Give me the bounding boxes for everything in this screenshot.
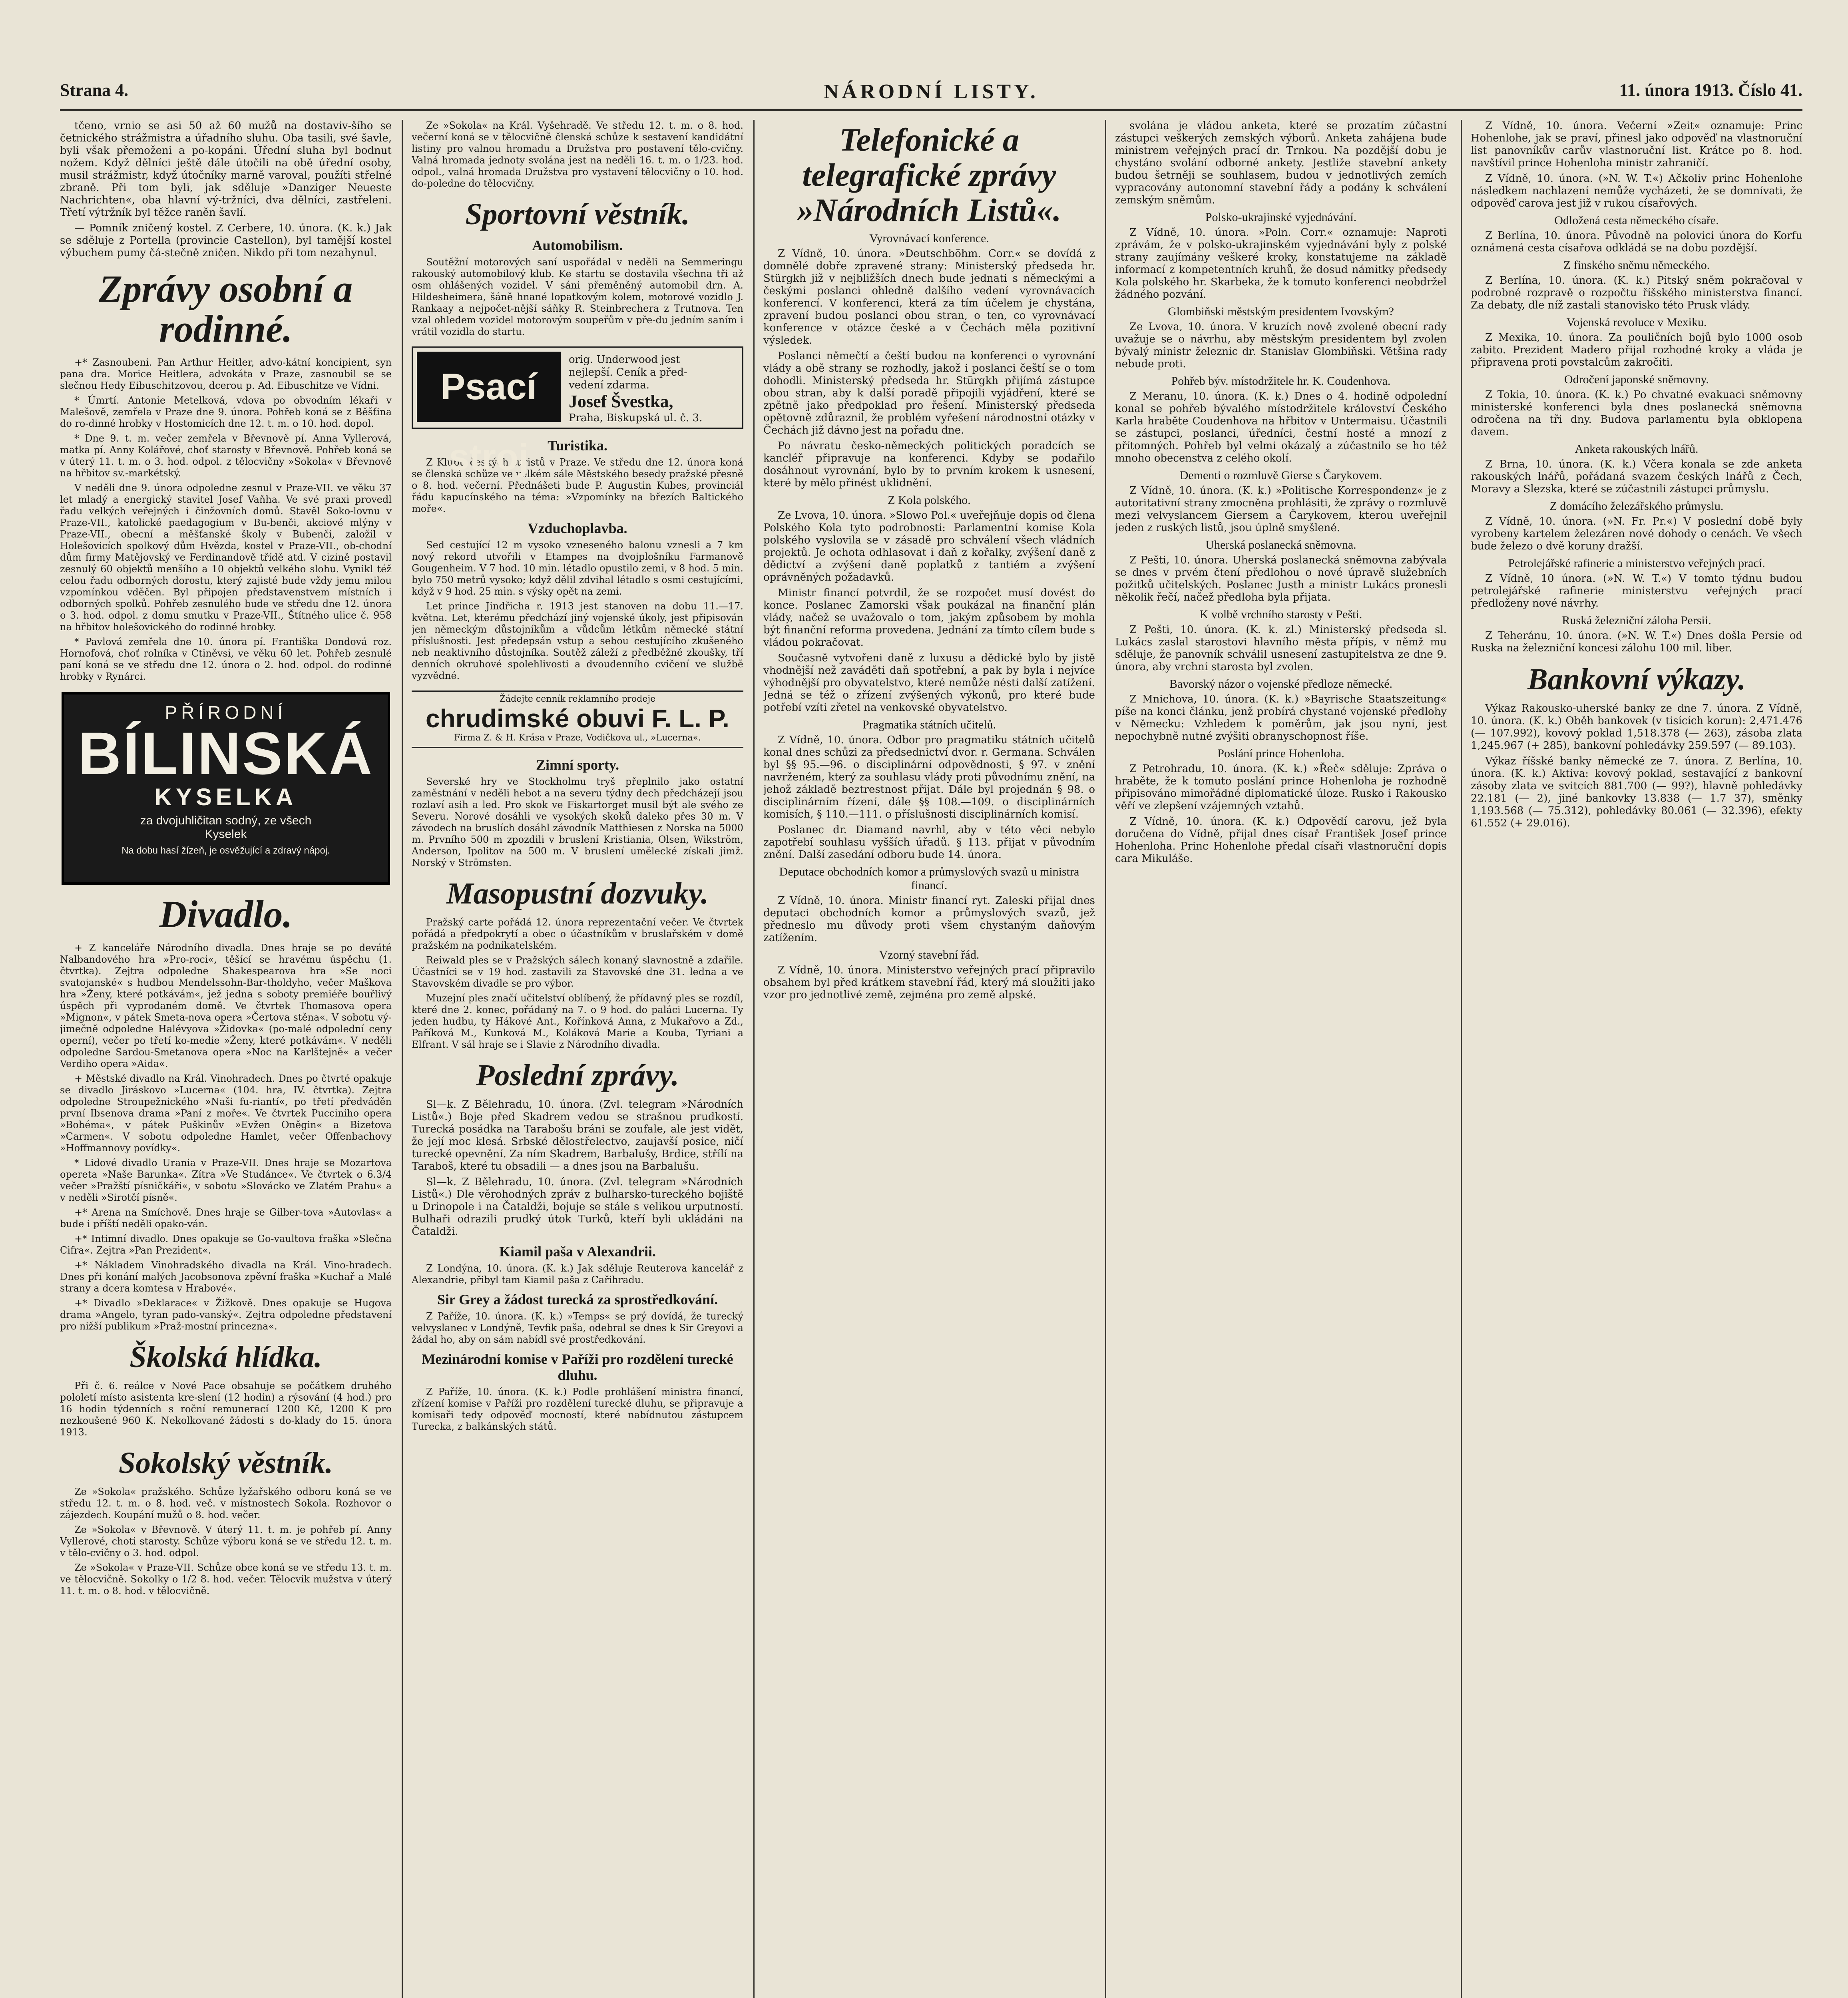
article-text: Současně vytvořeni daně z luxusu a dědické bylo by jistě vhodnější než zaváděti daň spotřební, a pak by byla i nejvíce výhodnější pro obyvatelstvo, které nemůže nésti další zatížení. Jedná se též o zřízení zvýšených výkonů, pro které bude potřebí vzíti zřetel na venkovské obyvatelstvo. bbox=[763, 652, 1095, 714]
ad-firm: Josef Švestka, bbox=[569, 392, 673, 411]
section-heading-personal: Zprávy osobní a rodinné. bbox=[99, 267, 353, 350]
subheading: Turistika. bbox=[548, 438, 607, 454]
article-text: Výkaz Rakousko-uherské banky ze dne 7. února. Z Vídně, 10. února. (K. k.) Oběh bankovek (v tisících korun): 2,471.476 (— 107.992), kovový poklad 1,518.378 (— 263), zásoba zlata 1,245.967 (+ 285), bankovní pohledávky 259.597 (— 89.103). bbox=[1471, 702, 1802, 752]
article-text: Po návratu česko-německých politických poradcích se kancléř připravuje na konferenci. Kdyby se podařilo dosáhnout vyrovnání, bylo by to prvním krokem k usnesení, které by mělo přinést uklidnění. bbox=[763, 440, 1095, 489]
column-2 bbox=[412, 120, 743, 1998]
column-divider bbox=[402, 120, 403, 1998]
subheading: Dementi o rozmluvě Gierse s Čarykovem. bbox=[1179, 469, 1382, 482]
subheading: Bavorský názor o vojenské předloze německé. bbox=[1169, 677, 1393, 691]
article-text: + Z kanceláře Národního divadla. Dnes hraje se po deváté Nalbandového hra »Pro-roci«, těšící se hravému úspěchu (1. čtvrtka). Zejtra odpoledne Shakespearova hra »Se noci svatojanské« s hudbou Mendelssohn-Bar-tholdyho, večer Maškova hra »Ženy, které potkávám«, jež jedna s soboty premiéře bouřlivý úspěch při vyprodaném domě. Ve čtvrtek Thomasova opera »Mignon«, v pátek Smeta-nova opera »Čertova stěna«. V sobotu vý-jimečně odpoledne Halévyova »Židovka« (po-malé odpolední ceny operní), večer po třetí ko-medie »Ženy, které potkávám«. V neděli odpoledne Sardou-Smetanova opera »Noc na Karlštejně« a večer Verdiho opera »Aida«. bbox=[60, 942, 392, 1069]
subheading: Pragmatika státních učitelů. bbox=[862, 718, 996, 731]
page-number: Strana 4. bbox=[60, 80, 129, 100]
ad-text: za dvojuhličitan sodný, ze všech bbox=[140, 814, 312, 827]
subheading: Anketa rakouských lnářů. bbox=[1575, 442, 1699, 456]
subheading: Pohřeb býv. místodržitele hr. K. Coudenhova. bbox=[1171, 374, 1391, 388]
subheading: Zimní sporty. bbox=[536, 757, 619, 773]
ad-brand: BÍLINSKÁ bbox=[78, 720, 374, 787]
article-text: Ze »Sokola« v Praze-VII. Schůze obce koná se ve středu 13. t. m. ve tělocvičně. Sokolky o 1/2 8. hod. večer. Tělocvik mužstva v úterý 11. t. m. o 8. hod. v tělocvičně. bbox=[60, 1562, 392, 1596]
ad-brand: Psací stroj bbox=[417, 352, 561, 422]
article-text: Sl—k. Z Bělehradu, 10. února. (Zvl. telegram »Národních Listů«.) Dle věrohodných zpráv z bulharsko-tureckého bojiště u Drinopole i na Čataldži, bojuje se stále s velikou urputností. Bulhaři odrazili prudký útok Turků, kteří byli ukládáni na Čataldži. bbox=[412, 1176, 743, 1238]
article-text: Z Vídně, 10. února. Ministerstvo veřejných prací připravilo obsahem byl před krátkem stavební řád, který má sloužiti jako vzor pro jednotlivé země, zejména pro země alpské. bbox=[763, 964, 1095, 1001]
column-4 bbox=[1115, 120, 1447, 1998]
article-text: tčeno, vrnio se asi 50 až 60 mužů na dostaviv-šího se četnického strážmistra a úřadního sluhu. Oba tasili, své šavle, byli však přemoženi a po-kopáni. Úřední sluha byl bodnut nožem. Když dělníci ještě dále útočili na obě úřední osoby, musil strážmistr, když útočníky marně varoval, použíti střelné zbraně. Při tom byli, jak sděluje »Danziger Neueste Nachrichten«, oba hlavní vý-tržníci, dva dělníci, zastřeleni. Třetí výtržník byl těžce raněn šavlí. bbox=[60, 120, 392, 219]
newspaper-columns bbox=[60, 120, 1810, 1998]
article-text: Poslanec dr. Diamand navrhl, aby v této věci nebylo zapotřebí souhlasu vyšších úřadů. § 113. přijat v původním znění. Další zasedání odboru bude 14. února. bbox=[763, 824, 1095, 861]
ad-text: nejlepší. Ceník a před- bbox=[569, 366, 687, 378]
article-text: Ze Lvova, 10. února. V kruzích nově zvolené obecní rady uvažuje se o návrhu, aby městským presidentem byl zvolen bývalý ministr železnic dr. Stanislav Glombiňski. Většina rady nebude proti. bbox=[1115, 321, 1447, 370]
article-text: Severské hry ve Stockholmu tryš přeplnilo jako ostatní zaměstnání v neděli hebot a na severu týdny dech předcházejí jsou rozlaví asih a led. Pro skok ve Fiskartorget musil být ale svého ze Severu. Norové dosáhli ve vysokých skoků daleko přes 30 m. V závodech na bruslích dosáhl závodník Matthiesen z Norska na 5000 m. Prvního 500 m zpozdili v bruslení Kristiania, Olsen, Wikström, Anderson, Ipolitov na 500 m. V bruslení umělecké získali jimž. Norský v Strömsten. bbox=[412, 776, 743, 868]
subheading: Ruská železniční záloha Persii. bbox=[1562, 614, 1711, 627]
column-3 bbox=[763, 120, 1095, 1998]
subheading: Uherská poslanecká sněmovna. bbox=[1205, 538, 1356, 551]
ad-text: PŘÍRODNÍ bbox=[165, 702, 287, 723]
article-text: Ministr financí potvrdil, že se rozpočet musí dovést do konce. Poslanec Zamorski však poukázal na finanční plán vlády, načež se uvažovalo o tom, jakým způsobem by mohla být finanční reforma provedena. Jednání za tímto cílem bude s vládou pokračovat. bbox=[763, 587, 1095, 649]
subheading: Poslání prince Hohenloha. bbox=[1217, 747, 1344, 760]
section-heading-sport: Sportovní věstník. bbox=[465, 197, 690, 231]
column-1 bbox=[60, 120, 392, 1998]
subheading: K volbě vrchního starosty v Pešti. bbox=[1199, 608, 1362, 621]
article-text: Z Vídně, 10. února. Odbor pro pragmatiku státních učitelů konal dnes schůzi za předsednictví dvor. r. Germana. Schválen byl §§ 95.—96. o disciplinární odpovědnosti, § 97. v znění navrženém, který za souhlasu vlády proti původnímu znění, na jehož základě beztrestnost přijat. Dále byl projednán § 98. o disciplinárním řízení, dále §§ 108.—109. o disciplinárních komisích, § 110.—111. o příslušnosti disciplinárních komisí. bbox=[763, 734, 1095, 820]
article-text: +* Nákladem Vinohradského divadla na Král. Vino-hradech. Dnes při konání malých Jacobsonova zpěvní fraška »Kuchař a Malé strany a dcera komtesa v Hrabové«. bbox=[60, 1260, 392, 1294]
section-heading-carnival: Masopustní dozvuky. bbox=[446, 877, 709, 910]
article-text: Ze »Sokola« v Břevnově. V úterý 11. t. m. je pohřeb pí. Anny Vyllerové, choti starosty. Schůze výboru koná se ve středu 12. t. m. v tělo-cvičny o 3. hod. odpol. bbox=[60, 1524, 392, 1558]
article-text: V neděli dne 9. února odpoledne zesnul v Praze-VII. ve věku 37 let mladý a energický stavitel Josef Vaňha. Ve své praxi provedl řadu velkých veřejných i činžovních domů. Stavěl Soko-lovnu v Praze-VII., katolické paedagogium v Bu-benči, akciové mlýny v Praze-VII., obecní a měšťanské školy v Bubenči, založil v Holešovicích spolkový dům Hvězda, kostel v Praze-VII., ob-chodní dům firmy Matějovský ve Ferdinandově třídě atd. V cizině postavil zesnulý 60 objektů menšího a 10 objektů velkého slohu. Vynikl též celou řadu odborných dorostu, který zajisté bude vždy jemu milou vzpomínkou vděčen. Byl připojen představenstvem místních i odborných spolků. Pohřeb zesnulého bude ve středu dne 12. února o 3. hod. odpol. z domu smutku v Praze-VII., Štítného ulice č. 958 na hřbitov holešovického do rodinné hrobky. bbox=[60, 482, 392, 633]
section-heading-telegraph: Telefonické a telegrafické zprávy »Národních Listů«. bbox=[797, 121, 1061, 228]
article-text: Soutěžní motorových saní uspořádal v neděli na Semmeringu rakouský automobilový klub. Ke startu se dostavila všechna tři až osm ohlášených vozidel. V sáni přeměněný automobil drn. A. Hildesheimera, šáně hnané lopatkovým kolem, motorové vozidlo J. Rankaay a nejpočet-nější sáňky R. Steinbrechera z Trutnova. Ten vzal ohledem vozidel motorovým soupeřům v pře-du jedním saním i vrátil vozidla do startu. bbox=[412, 257, 743, 337]
ad-text: vedení zdarma. bbox=[569, 379, 650, 391]
article-text: Z Berlína, 10. února. Původně na polovici února do Korfu oznámená cesta císařova odkládá se na dobu pozdější. bbox=[1471, 230, 1802, 254]
article-text: * Dne 9. t. m. večer zemřela v Břevnově pí. Anna Vyllerová, matka pí. Anny Kolářové, choť starosty v Břevnově. Pohřeb koná se v úterý 11. t. m. o 3. hod. odpol. z tělocvičny »Sokola« v Břevnově na hřbitov sv.-markétský. bbox=[60, 433, 392, 479]
subheading: Z Kola polského. bbox=[888, 494, 971, 507]
ad-brand: chrudimské obuvi F. L. P. bbox=[426, 704, 729, 733]
article-text: Z Vídně, 10. února. (K. k.) »Politische Korrespondenz« je z autoritativní strany zmocněna prohlásiti, že zprávy o rozmluvě mezi velvyslancem Giersem a Čarykovem, kterou uveřejnil jeden z ruských listů, jsou úplně smyšlené. bbox=[1115, 485, 1447, 534]
article-text: Ze »Sokola« pražského. Schůze lyžařského odboru koná se ve středu 12. t. m. o 8. hod. več. v místnostech Sokola. Rozhovor o zájezdech. Koupání mužů o 8. hod. večer. bbox=[60, 1486, 392, 1520]
section-heading-sokol: Sokolský věstník. bbox=[118, 1446, 333, 1480]
ad-address: Praha, Biskupská ul. č. 3. bbox=[569, 412, 703, 424]
article-text: Z Vídně, 10. února. »Deutschböhm. Corr.« se dovídá z domnělé dobře zpravené strany: Ministerský předseda hr. Stürgkh již v nejbližších dnech bude jednati s německými a českými poslanci ohledně dalšího vedení vyrovnávacích konferencí. V konferenci, která za tím účelem je chystána, zpravení budou poslanci obou stran, o ten, co vyrovnávací konference v otázce české a v Čechách měla pozitivní výsledek. bbox=[763, 248, 1095, 346]
article-text: Výkaz říšské banky německé ze 7. února. Z Berlína, 10. února. (K. k.) Aktiva: kovový poklad, sestavající z bankovní zásoby zlata ve svitcích 881.700 (— 99?), hlavně pohledávky 22.181 (— 2), jiné bankovky 13.838 (— 1.7 37), směnky 1,193.568 (— 75.312), pohledávky 80.061 (— 32.396), efekty 61.552 (+ 29.016). bbox=[1471, 755, 1802, 829]
ad-text: orig. Underwood jest bbox=[569, 354, 680, 366]
column-divider bbox=[753, 120, 755, 1998]
article-text: Sl—k. Z Bělehradu, 10. února. (Zvl. telegram »Národních Listů«.) Boje před Skadrem vedou se strašnou prudkostí. Turecká posádka na Tarabošu bráni se zoufale, ale jest vidět, že její moc klesá. Srbské dělostřelectvo, zaujavší posice, ničí turecké opevnění. Za ním Skadrem, Barbalušy, Brdice, střílí na Taraboš, které tu obsadili — a dnes jsou na Barbalušu. bbox=[412, 1099, 743, 1172]
masthead-title: NÁRODNÍ LISTY. bbox=[824, 80, 1039, 103]
subheading: Deputace obchodních komor a průmyslových svazů u ministra financí. bbox=[779, 865, 1079, 892]
article-text: Z Berlína, 10. února. (K. k.) Pitský sněm pokračoval v podrobné rozpravě o rozpočtu říšského ministerstva financí. Za debaty, dle níž zastali stanovisko této Prusk vlády. bbox=[1471, 275, 1802, 311]
article-text: Z Petrohradu, 10. února. (K. k.) »Řeč« sděluje: Zpráva o hraběte, že k tomuto poslání prince Hohenloha je rozhodně připisováno mimořádné diplomatické úloze. Rusko i Rakousko věří ve zlepšení vzájemných vztahů. bbox=[1115, 763, 1447, 812]
article-text: * Úmrtí. Antonie Metelková, vdova po obvodním lékaři v Malešově, zemřela v Praze dne 9. února. Pohřeb koná se z Běšťina do ro-dinné hrobky v Hostomicích dne 12. t. m. o 10. hod. dopol. bbox=[60, 395, 392, 429]
page-header bbox=[60, 80, 1802, 111]
article-text: +* Arena na Smíchově. Dnes hraje se Gilber-tova »Autovlas« a bude i příští neděli opako-ván. bbox=[60, 1207, 392, 1230]
subheading: Glombiňski městským presidentem Ivovským? bbox=[1168, 305, 1394, 318]
subheading: Z domácího železářského průmyslu. bbox=[1549, 500, 1724, 513]
article-text: Z Mnichova, 10. února. (K. k.) »Bayrische Staatszeitung« píše na konci článku, jenž probírá chystané vojenské předlohy v Německu: Vzhledem k poměrům, jak jsou nyní, jest nepochybně nutné zvýšiti obranyschopnost říše. bbox=[1115, 693, 1447, 742]
article-text: Poslanci němečtí a čeští budou na konferenci o vyrovnání vlády a obě strany se rozhodly, jakož i poslanci čeští se o tom dohodli. Ministerský předseda hr. Stürgkh přijímá zástupce obou stran, aby k další poradě připojili vyjádření, které se zpětně jako předpoklad pro řešení. Ministerský předseda opětovně zdůraznil, že problém vyřešení národnostní otázky v Čechách již dávno jest na pořadu dne. bbox=[763, 350, 1095, 436]
section-heading-theatre: Divadlo. bbox=[159, 893, 293, 935]
article-text: * Pavlová zemřela dne 10. února pí. Františka Dondová roz. Hornofová, choť rolníka v Ctiněvsi, ve věku 60 let. Pohřeb zesnulé paní koná se ve středu dne 12. února o 2. hod. odpol. do rodinné hrobky v Rynárci. bbox=[60, 636, 392, 682]
article-text: Let prince Jindřicha r. 1913 jest stanoven na dobu 11.—17. května. Let, kterému předchází jiný vojenské úkoly, jest připisován jen německým důstojníkům a vůdcům létkům německé státní příslušnosti. Jest předepsán vstup a sebou cestujícího zkušeného neb neaktivního důstojníka. Soutěž záleží z předběžné zkoušky, tří denních okruhové spolehlivosti a dvoudenního cvičení ve službě vyzvědné. bbox=[412, 601, 743, 681]
article-text: Při č. 6. reálce v Nové Pace obsahuje se počátkem druhého pololetí místo asistenta kre-slení (12 hodin) a rýsování (4 hod.) pro 16 hodin týdenních s roční remunerací 1200 Kč, 1200 K pro nezkoušené 960 K. Nekolkované žádosti s do-klady do 15. února 1913. bbox=[60, 1380, 392, 1438]
section-heading-latest: Poslední zprávy. bbox=[476, 1059, 679, 1092]
subheading: Vzorný stavební řád. bbox=[879, 948, 980, 961]
article-text: Z Vídně, 10. února. (K. k.) Odpovědí carovu, jež byla doručena do Vídně, přijal dnes císař František Josef prince Hohenloha. Princ Hohenlohe předal císaři vlastnoruční dopis cara Mikuláše. bbox=[1115, 816, 1447, 865]
article-text: * Lidové divadlo Urania v Praze-VII. Dnes hraje se Mozartova opereta »Naše Barunka«. Zítra »Ve Studánce«. Ve čtvrtek o 6.3/4 večer »Pražští písničkáři«, v sobotu »Slovácko ve Zlatém Prahu« a v neděli »Sirotčí písně«. bbox=[60, 1157, 392, 1203]
subheading: Polsko-ukrajinské vyjednávání. bbox=[1205, 211, 1357, 224]
ad-text: Firma Z. & H. Krása v Praze, Vodičkova ul., »Lucerna«. bbox=[454, 733, 701, 743]
ad-text: KYSELKA bbox=[154, 784, 297, 810]
ad-text: Kyselek bbox=[205, 828, 247, 841]
article-text: Ze Lvova, 10. února. »Slowo Pol.« uveřejňuje dopis od člena Polského Kola tyto podrobnosti: Parlamentní komise Kola polského vyslovila se v zásadě pro schválení všech vládních projektů. Je ochota odhlasovat i daň z kořalky, zvýšení daně z dědictví a zvýšení daně poplatků z tantiém a zvýšení oprávněných požadavků. bbox=[763, 509, 1095, 583]
issue-date: 11. února 1913. Číslo 41. bbox=[1619, 80, 1802, 100]
article-text: Z Vídně, 10 února. (»N. W. T.«) V tomto týdnu budou petrolejářské rafinerie ministerstvu veřejných prací předloženy nové návrhy. bbox=[1471, 573, 1802, 609]
section-heading-school: Školská hlídka. bbox=[129, 1340, 322, 1374]
article-text: Pražský carte pořádá 12. února reprezentační večer. Ve čtvrtek pořádá a předpokrytí a obec o účastníkům v bruslařském v domě pražském na podnikatelském. bbox=[412, 917, 743, 951]
article-text: — Pomník zničený kostel. Z Cerbere, 10. února. (K. k.) Jak se sděluje z Portella (provincie Castellon), byl tamější kostel výbuchem pumy čá-stečně zničen. Nikdo při tom nezahynul. bbox=[60, 222, 392, 259]
subheading: Vzduchoplavba. bbox=[528, 520, 627, 536]
subheading: Z finského sněmu německého. bbox=[1563, 259, 1710, 272]
article-text: Z Pešti, 10. února. (K. k. zl.) Ministerský předseda sl. Lukács zaslal starostovi hlavního města přípis, v němž mu sděluje, že panovník schválil usnesení zastupitelstva ze dne 9. února, aby vrchní starosta byl zvolen. bbox=[1115, 624, 1447, 673]
article-text: +* Divadlo »Deklarace« v Žižkově. Dnes opakuje se Hugova drama »Angelo, tyran pado-vanský«. Zejtra odpoledne představení pro nižší publikum »Praž-mostní princezna«. bbox=[60, 1298, 392, 1332]
article-text: + Městské divadlo na Král. Vinohradech. Dnes po čtvrté opakuje se divadlo Jiráskovo »Lucerna« (104. hra, IV. čtvrtka). Zejtra odpoledne Stroupežnického »Naši fu-riantí«, po třetí předváděn první Ibsenova drama »Paní z moře«. Ve čtvrtek Pucciniho opera »Bohéma«, v pátek Puškinův »Evžen Oněgin« a Bizetova »Carmen«. V sobotu odpoledne Hamlet, večer Offenbachovy »Hoffmannovy povídky«. bbox=[60, 1073, 392, 1154]
subheading: Petrolejářské rafinerie a ministerstvo veřejných prací. bbox=[1508, 557, 1765, 570]
subheading: Vojenská revoluce v Mexiku. bbox=[1566, 316, 1707, 329]
article-text: Z Londýna, 10. února. (K. k.) Jak sděluje Reuterova kancelář z Alexandrie, přibyl tam Kiamil paša z Cařihradu. bbox=[412, 1263, 743, 1286]
article-text: +* Intimní divadlo. Dnes opakuje se Go-vaultova fraška »Slečna Cifra«. Zejtra »Pan Prezident«. bbox=[60, 1233, 392, 1256]
section-heading-bank: Bankovní výkazy. bbox=[1527, 663, 1746, 696]
article-text: Z Pešti, 10. února. Uherská poslanecká sněmovna zabývala se dnes v prvém čtení předlohou o nové úpravě služebních požitků učitelských. Poslanec Justh a ministr Lukács pronesli několik řečí, načež předloha byla přijata. bbox=[1115, 554, 1447, 603]
article-text: Z Klubu českých turistů v Praze. Ve středu dne 12. února koná se členská schůze ve velkém sále Městského besedy pražské přesně o 8. hod. večerní. Přednášeti bude P. Augustin Kubes, provinciál řádu kapucínského na téma: »Vzpomínky na březích Baltického moře«. bbox=[412, 457, 743, 514]
article-text: Z Teheránu, 10. února. (»N. W. T.«) Dnes došla Persie od Ruska na železniční koncesi zálohu 100 mil. liber. bbox=[1471, 630, 1802, 654]
ad-text: Žádejte cenník reklamního prodeje bbox=[499, 694, 656, 704]
article-text: Z Mexika, 10. února. Za pouličních bojů bylo 1000 osob zabito. Prezident Madero přijal rozhodné kroky a vláda je připravena proti povstalcům zakročiti. bbox=[1471, 332, 1802, 368]
subheading: Odložená cesta německého císaře. bbox=[1554, 214, 1719, 227]
article-text: Reiwald ples se v Pražských sálech konaný slavnostně a zdařile. Účastníci se v 19 hod. zastavili za Stavovské dne 31. ledna a ve Stavovském divadle se pro výbor. bbox=[412, 955, 743, 989]
article-text: Z Vídně, 10. února. (»N. W. T.«) Ačkoliv princ Hohenlohe následkem nachlazení nemůže vycházeti, že se domnívati, že odpověď carova jest již v rukou císařových. bbox=[1471, 173, 1802, 209]
article-text: svolána je vládou anketa, které se prozatím zúčastní zástupci veškerých zemských výborů. Anketa zahájena bude ministrem veřejných prací dr. Trnkou. Na pozdější dobu je chystáno svolání odborné ankety. Jestliže stavební ankety budou šetrněji se souhlasem, budou v jednotlivých zemích vypracovány autonomní stavební řády a podány k schválení zemským sněmům. bbox=[1115, 120, 1447, 206]
subheading: Automobilism. bbox=[532, 237, 623, 253]
advertisement-footwear bbox=[412, 691, 743, 748]
article-text: Z Brna, 10. února. (K. k.) Včera konala se zde anketa rakouských lnářů, pořádaná svazem českých lnářů z Čech, Moravy a Slezska, které se zúčastnili zástupci průmyslu. bbox=[1471, 458, 1802, 495]
column-divider bbox=[1461, 120, 1462, 1998]
article-text: Z Vídně, 10. února. Ministr financí ryt. Zaleski přijal dnes deputaci obchodních komor a průmyslových svazů, jež předneslo mu důvody proti všem chystaným daňovým zatížením. bbox=[763, 895, 1095, 944]
subheading: Kiamil paša v Alexandrii. bbox=[499, 1244, 656, 1260]
article-text: Z Meranu, 10. února. (K. k.) Dnes o 4. hodině odpolední konal se pohřeb bývalého místodržitele království Českého Karla hraběte Coudenhova na hřbitov v Untermaisu. Účastnili se zástupci, poslanci, úředníci, čestní hosté a mnozí z přítomných. Pohřeb byl velmi okázalý a zúčastnilo se ho též mnoho obecenstva z celého okolí. bbox=[1115, 390, 1447, 464]
subheading: Vyrovnávací konference. bbox=[869, 232, 989, 245]
subheading: Odročení japonské sněmovny. bbox=[1564, 373, 1709, 386]
article-text: +* Zasnoubeni. Pan Arthur Heitler, advo-kátní koncipient, syn pana dra. Morice Heitlera, advokáta v Praze, zasnoubil se se slečnou Hedy Eibuschitzovou, dcerou p. Ad. Eibuschitze ve Vídni. bbox=[60, 357, 392, 391]
article-text: Muzejní ples značí učitelství oblíbený, že přídavný ples se rozdíl, které dne 2. konec, pořádaný na 7. o 9 hod. do paláci Lucerna. Ty jeden hudbu, ty Hákové Ant., Kořínková Anna, z Mukařovo a Zd., Paříková M., Kunková M., Koláková Marie a Kouba, Tyriani a Elfrant. V sál hraje se i Slavie z Národního divadla. bbox=[412, 993, 743, 1050]
article-text: Z Paříže, 10. února. (K. k.) Podle prohlášení ministra financí, zřízení komise v Paříži pro rozdělení turecké dluhu, se připravuje a komisaři tedy odpověď mocností, které nabídnutou zástupcem Turecka, z balkánských států. bbox=[412, 1386, 743, 1432]
article-text: Z Vídně, 10. února. »Poln. Corr.« oznamuje: Naproti zprávám, že v polsko-ukrajinském vyjednávání byly z polské strany zaujímány veškeré kroky, konstatujeme na základě informací z kompetentních kruhů, že dosud námitky předsedy Kola polského hr. Skarbeka, že k tomuto konferenci neobdržel žádného pozvání. bbox=[1115, 227, 1447, 300]
article-text: Z Vídně, 10. února. Večerní »Zeit« oznamuje: Princ Hohenlohe, jak se praví, přinesl jako odpověď na vlastnoruční list panovníkův carův vlastnoruční list. Krátce po 8. hod. navštívil prince Hohenloha ministr zahraničí. bbox=[1471, 120, 1802, 169]
column-5 bbox=[1471, 120, 1802, 1998]
advertisement-bilinska bbox=[62, 692, 390, 885]
article-text: Ze »Sokola« na Král. Vyšehradě. Ve středu 12. t. m. o 8. hod. večerní koná se v tělocvičně členská schůze k sestavení kandidátní listiny pro valnou hromadu a Družstva pro postavení tělo-cvičny. Valná hromada jednoty svolána jest na neděli 16. t. m. o 1/23. hod. odpol., valná hromada Družstva pro vystavení tělocvičny o 10. hod. do-poledne do tělocvičny. bbox=[412, 120, 743, 189]
ad-text: Na dobu hasí žízeň, je osvěžující a zdravý nápoj. bbox=[121, 845, 330, 856]
article-text: Sed cestující 12 m vysoko vzneseného balonu vznesli a 7 km nový rekord utvořili v Etampes na dvojplošníku Farmanově Gougenheim. V 7 hod. 10 min. létadlo opustilo zemi, v 8 hod. 5 min. bylo 750 metrů vysoko; když dělil zdvihal létadlo s osmi cestujícími, když v 9 hod. 25 min. s výsky opět na zemi. bbox=[412, 539, 743, 597]
subheading: Mezinárodní komise v Paříži pro rozdělení turecké dluhu. bbox=[422, 1351, 733, 1383]
article-text: Z Paříže, 10. února. (K. k.) »Temps« se prý dovídá, že turecký velvyslanec v Londýně, Tevfik paša, odebral se dnes k Sir Greyovi a žádal ho, aby on sám nabídl své prostředkování. bbox=[412, 1311, 743, 1345]
article-text: Z Vídně, 10. února. (»N. Fr. Pr.«) V poslední době byly vyrobeny kartelem železáren nové dohody o cenách. Ve všech bude železo o dvě koruny dražší. bbox=[1471, 515, 1802, 552]
article-text: Z Tokia, 10. února. (K. k.) Po chvatné evakuaci sněmovny ministerské konferenci byla dnes poslanecká sněmovna odročena na tři dny. Budova parlamentu byla obklopena davem. bbox=[1471, 389, 1802, 438]
subheading: Sir Grey a žádost turecká za sprostředkování. bbox=[437, 1292, 718, 1307]
column-divider bbox=[1105, 120, 1106, 1998]
